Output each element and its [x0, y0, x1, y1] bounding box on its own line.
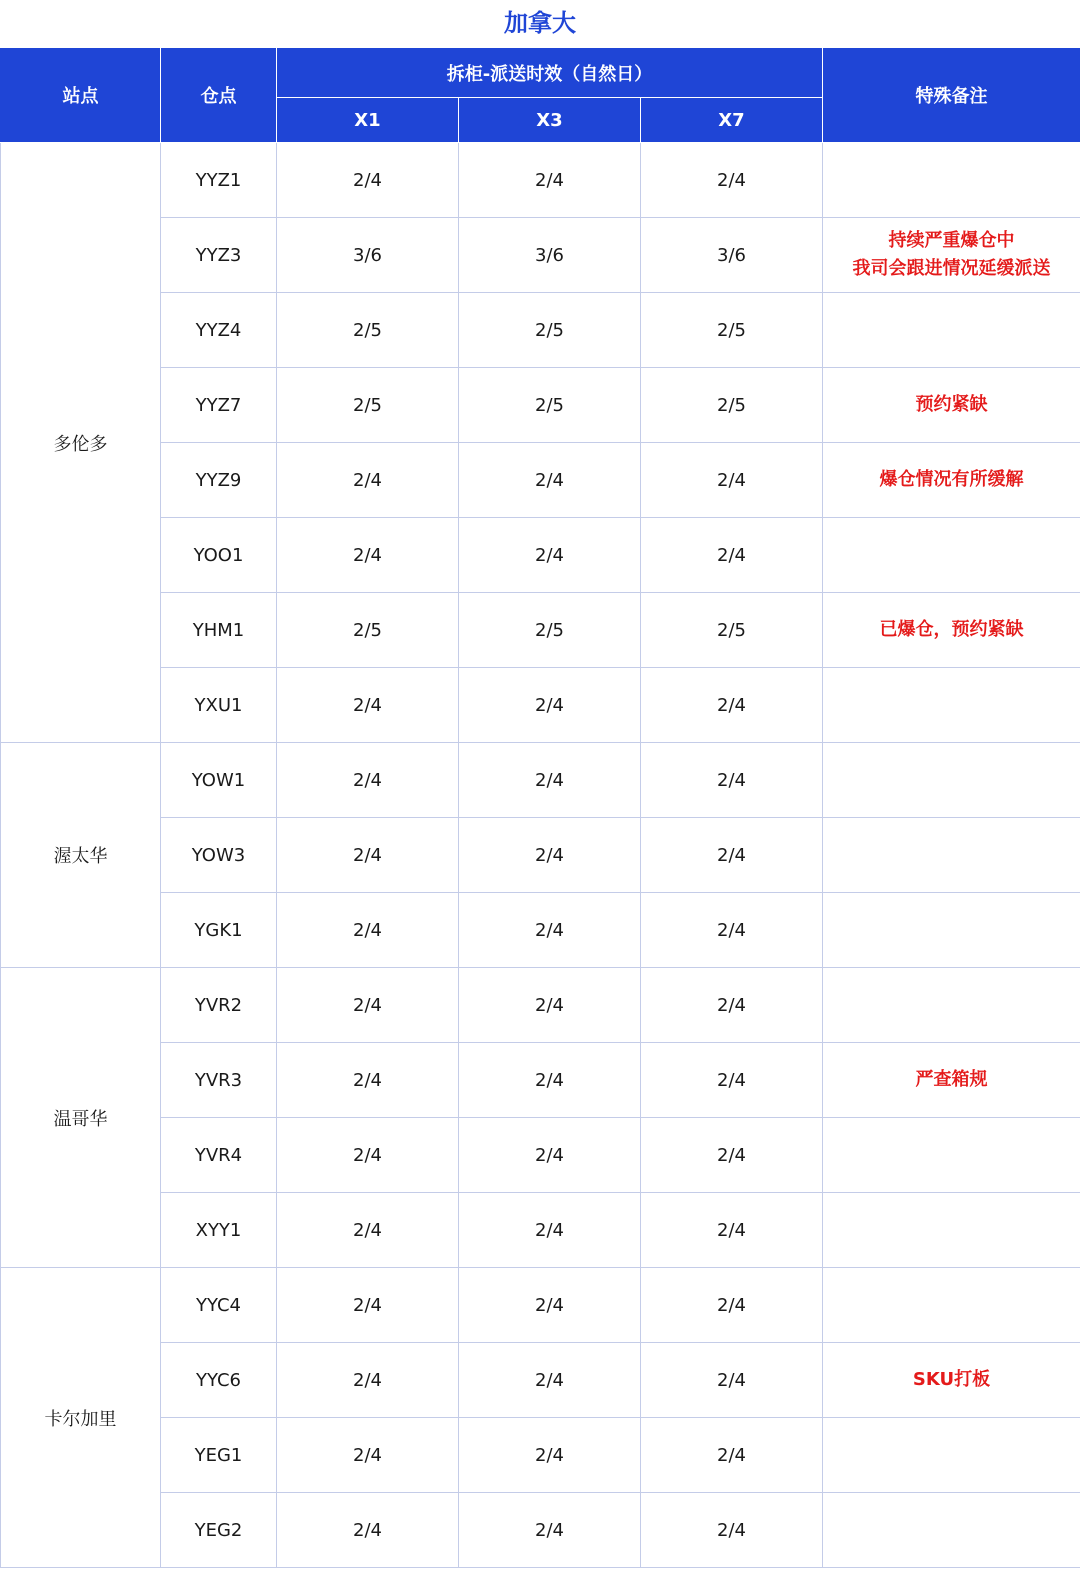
x1-cell: 2/4	[277, 1043, 459, 1118]
x7-cell: 2/5	[641, 593, 823, 668]
note-cell	[823, 293, 1080, 368]
table-row	[1, 743, 1080, 818]
note-cell	[823, 1268, 1080, 1343]
table-row	[1, 218, 1080, 293]
note-cell	[823, 218, 1080, 293]
page-title: 加拿大	[504, 9, 576, 37]
station-cell: 多伦多	[1, 143, 161, 743]
x1-cell: 2/5	[277, 368, 459, 443]
note-cell	[823, 1043, 1080, 1118]
x7-cell: 2/4	[641, 1343, 823, 1418]
table-row	[1, 593, 1080, 668]
table-row	[1, 968, 1080, 1043]
x1-cell: 2/5	[277, 593, 459, 668]
x7-cell: 2/4	[641, 1043, 823, 1118]
x3-cell: 3/6	[459, 218, 641, 293]
x7-cell: 2/5	[641, 293, 823, 368]
x1-cell: 2/4	[277, 1343, 459, 1418]
x3-cell: 2/4	[459, 818, 641, 893]
x7-cell: 2/4	[641, 1268, 823, 1343]
x3-cell: 2/4	[459, 1043, 641, 1118]
warehouse-cell: YVR2	[161, 968, 277, 1043]
note-cell	[823, 1493, 1080, 1568]
table-row	[1, 293, 1080, 368]
table-row	[1, 1118, 1080, 1193]
x7-cell: 2/4	[641, 1193, 823, 1268]
table-row	[1, 818, 1080, 893]
warehouse-cell: YYZ3	[161, 218, 277, 293]
x1-cell: 2/4	[277, 968, 459, 1043]
x3-cell: 2/4	[459, 1493, 641, 1568]
table-row	[1, 368, 1080, 443]
note-cell	[823, 1418, 1080, 1493]
x1-cell: 2/4	[277, 743, 459, 818]
x7-cell: 2/4	[641, 968, 823, 1043]
x3-cell: 2/5	[459, 593, 641, 668]
x3-cell: 2/4	[459, 518, 641, 593]
x1-cell: 3/6	[277, 218, 459, 293]
table-row	[1, 1043, 1080, 1118]
x3-cell: 2/4	[459, 1418, 641, 1493]
station-cell: 卡尔加里	[1, 1268, 161, 1568]
x1-cell: 2/4	[277, 1118, 459, 1193]
station-cell: 渥太华	[1, 743, 161, 968]
header-x3: X3	[459, 98, 641, 143]
x1-cell: 2/4	[277, 1193, 459, 1268]
station-cell: 温哥华	[1, 968, 161, 1268]
x1-cell: 2/4	[277, 143, 459, 218]
x3-cell: 2/4	[459, 443, 641, 518]
x7-cell: 2/4	[641, 818, 823, 893]
x1-cell: 2/4	[277, 893, 459, 968]
warehouse-cell: YEG1	[161, 1418, 277, 1493]
warehouse-cell: YVR4	[161, 1118, 277, 1193]
note-text: 我司会跟进情况延缓派送	[852, 258, 1051, 279]
x3-cell: 2/4	[459, 1118, 641, 1193]
delivery-timeliness-table	[0, 47, 1080, 1568]
note-text: SKU打板	[912, 1369, 991, 1390]
table-row	[1, 443, 1080, 518]
warehouse-cell: YOO1	[161, 518, 277, 593]
table-body	[1, 143, 1080, 1568]
note-cell	[823, 968, 1080, 1043]
warehouse-cell: YYZ7	[161, 368, 277, 443]
table-row	[1, 1193, 1080, 1268]
x3-cell: 2/4	[459, 893, 641, 968]
note-cell	[823, 368, 1080, 443]
x7-cell: 3/6	[641, 218, 823, 293]
warehouse-cell: YXU1	[161, 668, 277, 743]
x1-cell: 2/4	[277, 518, 459, 593]
header-notes: 特殊备注	[823, 48, 1080, 143]
header-warehouse: 仓点	[161, 48, 277, 143]
x3-cell: 2/4	[459, 1343, 641, 1418]
warehouse-cell: YOW1	[161, 743, 277, 818]
table-row	[1, 893, 1080, 968]
warehouse-cell: YVR3	[161, 1043, 277, 1118]
x7-cell: 2/4	[641, 1493, 823, 1568]
x3-cell: 2/4	[459, 1268, 641, 1343]
note-text: 持续严重爆仓中	[888, 230, 1015, 251]
header-timeliness: 拆柜-派送时效（自然日）	[277, 48, 823, 98]
warehouse-cell: YYC6	[161, 1343, 277, 1418]
note-cell	[823, 1118, 1080, 1193]
x3-cell: 2/5	[459, 368, 641, 443]
note-cell	[823, 593, 1080, 668]
table-row	[1, 1268, 1080, 1343]
x1-cell: 2/4	[277, 443, 459, 518]
header-station: 站点	[1, 48, 161, 143]
warehouse-cell: XYY1	[161, 1193, 277, 1268]
x3-cell: 2/4	[459, 143, 641, 218]
note-text: 预约紧缺	[915, 394, 988, 415]
note-cell	[823, 443, 1080, 518]
x3-cell: 2/5	[459, 293, 641, 368]
x3-cell: 2/4	[459, 1193, 641, 1268]
x7-cell: 2/4	[641, 518, 823, 593]
x7-cell: 2/4	[641, 1418, 823, 1493]
x3-cell: 2/4	[459, 968, 641, 1043]
warehouse-cell: YYZ9	[161, 443, 277, 518]
x1-cell: 2/4	[277, 818, 459, 893]
x7-cell: 2/4	[641, 893, 823, 968]
x7-cell: 2/4	[641, 668, 823, 743]
x1-cell: 2/4	[277, 668, 459, 743]
x7-cell: 2/4	[641, 143, 823, 218]
header-x1: X1	[277, 98, 459, 143]
x3-cell: 2/4	[459, 668, 641, 743]
table-row	[1, 1343, 1080, 1418]
warehouse-cell: YEG2	[161, 1493, 277, 1568]
note-text: 爆仓情况有所缓解	[879, 469, 1024, 490]
note-text: 已爆仓，预约紧缺	[879, 619, 1024, 640]
warehouse-cell: YYZ4	[161, 293, 277, 368]
warehouse-cell: YYZ1	[161, 143, 277, 218]
table-row	[1, 1493, 1080, 1568]
note-cell	[823, 1193, 1080, 1268]
x1-cell: 2/4	[277, 1268, 459, 1343]
header-x7: X7	[641, 98, 823, 143]
note-cell	[823, 143, 1080, 218]
table-row	[1, 1418, 1080, 1493]
table-row	[1, 668, 1080, 743]
table-row	[1, 143, 1080, 218]
warehouse-cell: YHM1	[161, 593, 277, 668]
x7-cell: 2/4	[641, 743, 823, 818]
x1-cell: 2/5	[277, 293, 459, 368]
note-cell	[823, 893, 1080, 968]
note-cell	[823, 518, 1080, 593]
table-row	[1, 518, 1080, 593]
warehouse-cell: YYC4	[161, 1268, 277, 1343]
x1-cell: 2/4	[277, 1418, 459, 1493]
warehouse-cell: YGK1	[161, 893, 277, 968]
warehouse-cell: YOW3	[161, 818, 277, 893]
note-cell	[823, 743, 1080, 818]
note-cell	[823, 818, 1080, 893]
x1-cell: 2/4	[277, 1493, 459, 1568]
x3-cell: 2/4	[459, 743, 641, 818]
note-cell	[823, 668, 1080, 743]
note-text: 严查箱规	[915, 1069, 988, 1090]
x7-cell: 2/5	[641, 368, 823, 443]
x7-cell: 2/4	[641, 1118, 823, 1193]
x7-cell: 2/4	[641, 443, 823, 518]
note-cell	[823, 1343, 1080, 1418]
